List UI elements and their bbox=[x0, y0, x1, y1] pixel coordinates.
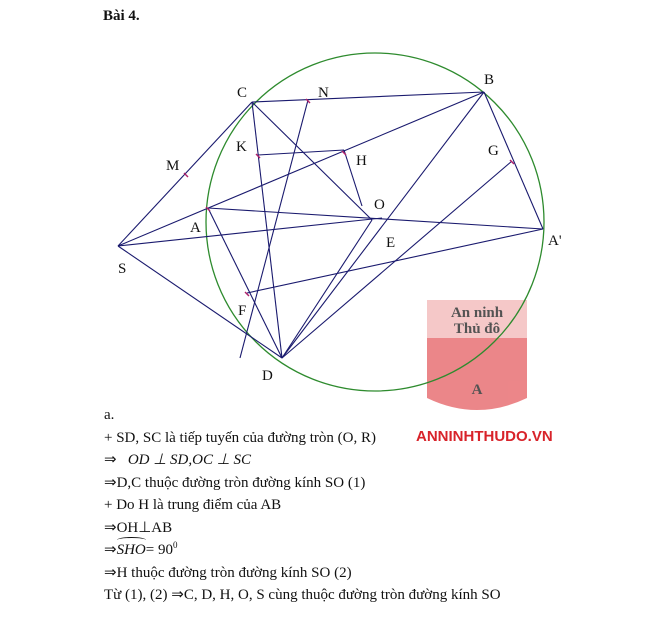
solution-line-1: + SD, SC là tiếp tuyến của đường tròn (O, R) bbox=[104, 429, 376, 446]
solution-line-4: + Do H là trung điểm của AB bbox=[104, 497, 282, 513]
implies-symbol: ⇒ bbox=[104, 542, 117, 558]
solution-line-6 bbox=[104, 539, 644, 562]
exercise-title: Bài 4. bbox=[103, 8, 140, 24]
label-e: E bbox=[386, 235, 396, 251]
solution-line-8: Từ (1), (2) ⇒C, D, H, O, S cùng thuộc đường tròn đường kính SO bbox=[104, 587, 501, 603]
label-h: H bbox=[356, 153, 367, 169]
watermark-brand: ANNINHTHUDO.VN bbox=[416, 428, 553, 445]
solution-line-3: ⇒D,C thuộc đường tròn đường kính SO (1) bbox=[104, 474, 366, 491]
solution-text bbox=[104, 404, 644, 607]
label-k: K bbox=[236, 139, 247, 155]
solution-part-label: a. bbox=[104, 407, 115, 423]
watermark-line2: Thủ đô bbox=[453, 321, 501, 337]
label-a-prime: A' bbox=[548, 233, 562, 249]
solution-line-2 bbox=[104, 449, 644, 472]
perpendicular-statement: OD ⊥ SD,OC ⊥ SC bbox=[127, 452, 252, 468]
watermark-letter: A bbox=[471, 382, 483, 398]
label-g: G bbox=[488, 143, 499, 159]
label-s: S bbox=[118, 261, 127, 277]
oh-perpendicular-ab: OH⊥AB bbox=[116, 519, 173, 536]
label-c: C bbox=[237, 85, 248, 101]
watermark-logo bbox=[427, 300, 527, 410]
label-m: M bbox=[166, 158, 180, 174]
watermark-line1: An ninh bbox=[450, 305, 504, 321]
label-n: N bbox=[318, 85, 329, 101]
label-f: F bbox=[238, 303, 247, 319]
label-d: D bbox=[262, 368, 273, 384]
angle-sho: SHO bbox=[117, 539, 146, 562]
angle-equals: = 90 bbox=[145, 542, 173, 558]
label-b: B bbox=[484, 72, 495, 88]
degree-mark: 0 bbox=[172, 540, 178, 550]
label-o: O bbox=[374, 197, 385, 213]
label-a: A bbox=[190, 220, 201, 236]
solution-line-5 bbox=[104, 517, 644, 540]
implies-symbol: ⇒ bbox=[104, 519, 117, 536]
solution-line-7: ⇒H thuộc đường tròn đường kính SO (2) bbox=[104, 564, 352, 581]
implies-symbol: ⇒ bbox=[104, 452, 117, 468]
